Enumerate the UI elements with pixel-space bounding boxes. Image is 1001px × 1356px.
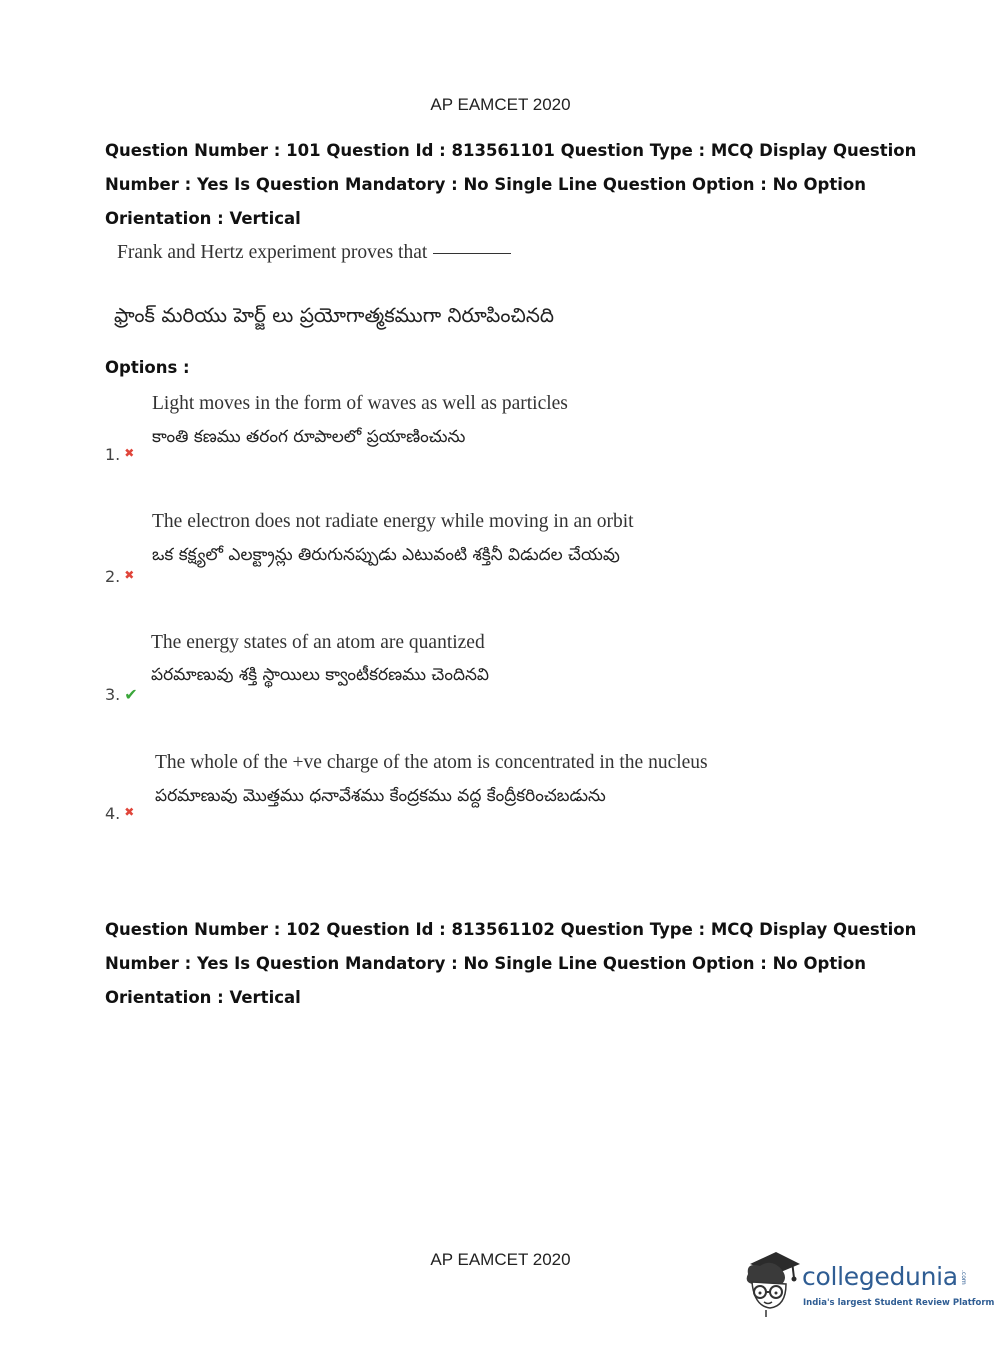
option-4-text-en: The whole of the +ve charge of the atom is concentrated in the nucleus [155, 752, 708, 773]
answer-blank [433, 253, 511, 254]
option-2-number: 2. ✖ [105, 567, 135, 586]
page-header: AP EAMCET 2020 [430, 95, 571, 114]
page-footer: AP EAMCET 2020 [430, 1250, 571, 1269]
meta-line: Number : Yes Is Question Mandatory : No Single Line Question Option : No Option [105, 175, 866, 194]
option-1-number: 1. ✖ [105, 445, 135, 464]
meta-line: Question Number : 101 Question Id : 813561101 Question Type : MCQ Display Question [105, 141, 917, 160]
logo-suffix: .com [960, 1270, 967, 1285]
logo-wordmark: collegedunia [802, 1262, 958, 1291]
logo-tagline: India's largest Student Review Platform [803, 1298, 995, 1308]
option-4-text-te: పరమాణువు మొత్తము ధనావేశము కేంద్రకము వద్ద కేంద్రీకరించబడును [155, 786, 606, 806]
option-3-number: 3. ✔ [105, 685, 138, 704]
option-1-text-te: కాంతి కణము తరంగ రూపాలలో ప్రయాణించును [152, 427, 466, 447]
wrong-mark-icon: ✖ [124, 446, 135, 460]
meta-line: Question Number : 102 Question Id : 813561102 Question Type : MCQ Display Question [105, 920, 917, 939]
question-101-meta [105, 134, 917, 236]
options-label: Options : [105, 358, 190, 377]
meta-line: Number : Yes Is Question Mandatory : No Single Line Question Option : No Option [105, 954, 866, 973]
mascot-icon [742, 1248, 802, 1318]
wrong-mark-icon: ✖ [124, 805, 135, 819]
option-4-number: 4. ✖ [105, 804, 135, 823]
wrong-mark-icon: ✖ [124, 568, 135, 582]
correct-check-icon: ✔ [124, 685, 138, 704]
meta-line: Orientation : Vertical [105, 209, 301, 228]
question-text-en: Frank and Hertz experiment proves that [117, 242, 511, 264]
option-3-text-en: The energy states of an atom are quantized [151, 632, 485, 653]
question-102-meta [105, 913, 917, 1015]
option-2-text-te: ఒక కక్ష్యలో ఎలక్ట్రాన్లు తిరుగునప్పుడు ఎటువంటి శక్తినీ విడుదల చేయవు [152, 545, 620, 565]
collegedunia-logo [742, 1248, 995, 1318]
option-2-text-en: The electron does not radiate energy while moving in an orbit [152, 511, 634, 532]
option-3-text-te: పరమాణువు శక్తి స్థాయిలు క్వాంటీకరణము చెందినవి [151, 665, 489, 685]
option-1-text-en: Light moves in the form of waves as well as particles [152, 393, 568, 414]
question-text-te: ఫ్రాంక్ మరియు హెర్జ్ లు ప్రయోగాత్మకముగా నిరూపించినది [114, 303, 554, 327]
meta-line: Orientation : Vertical [105, 988, 301, 1007]
